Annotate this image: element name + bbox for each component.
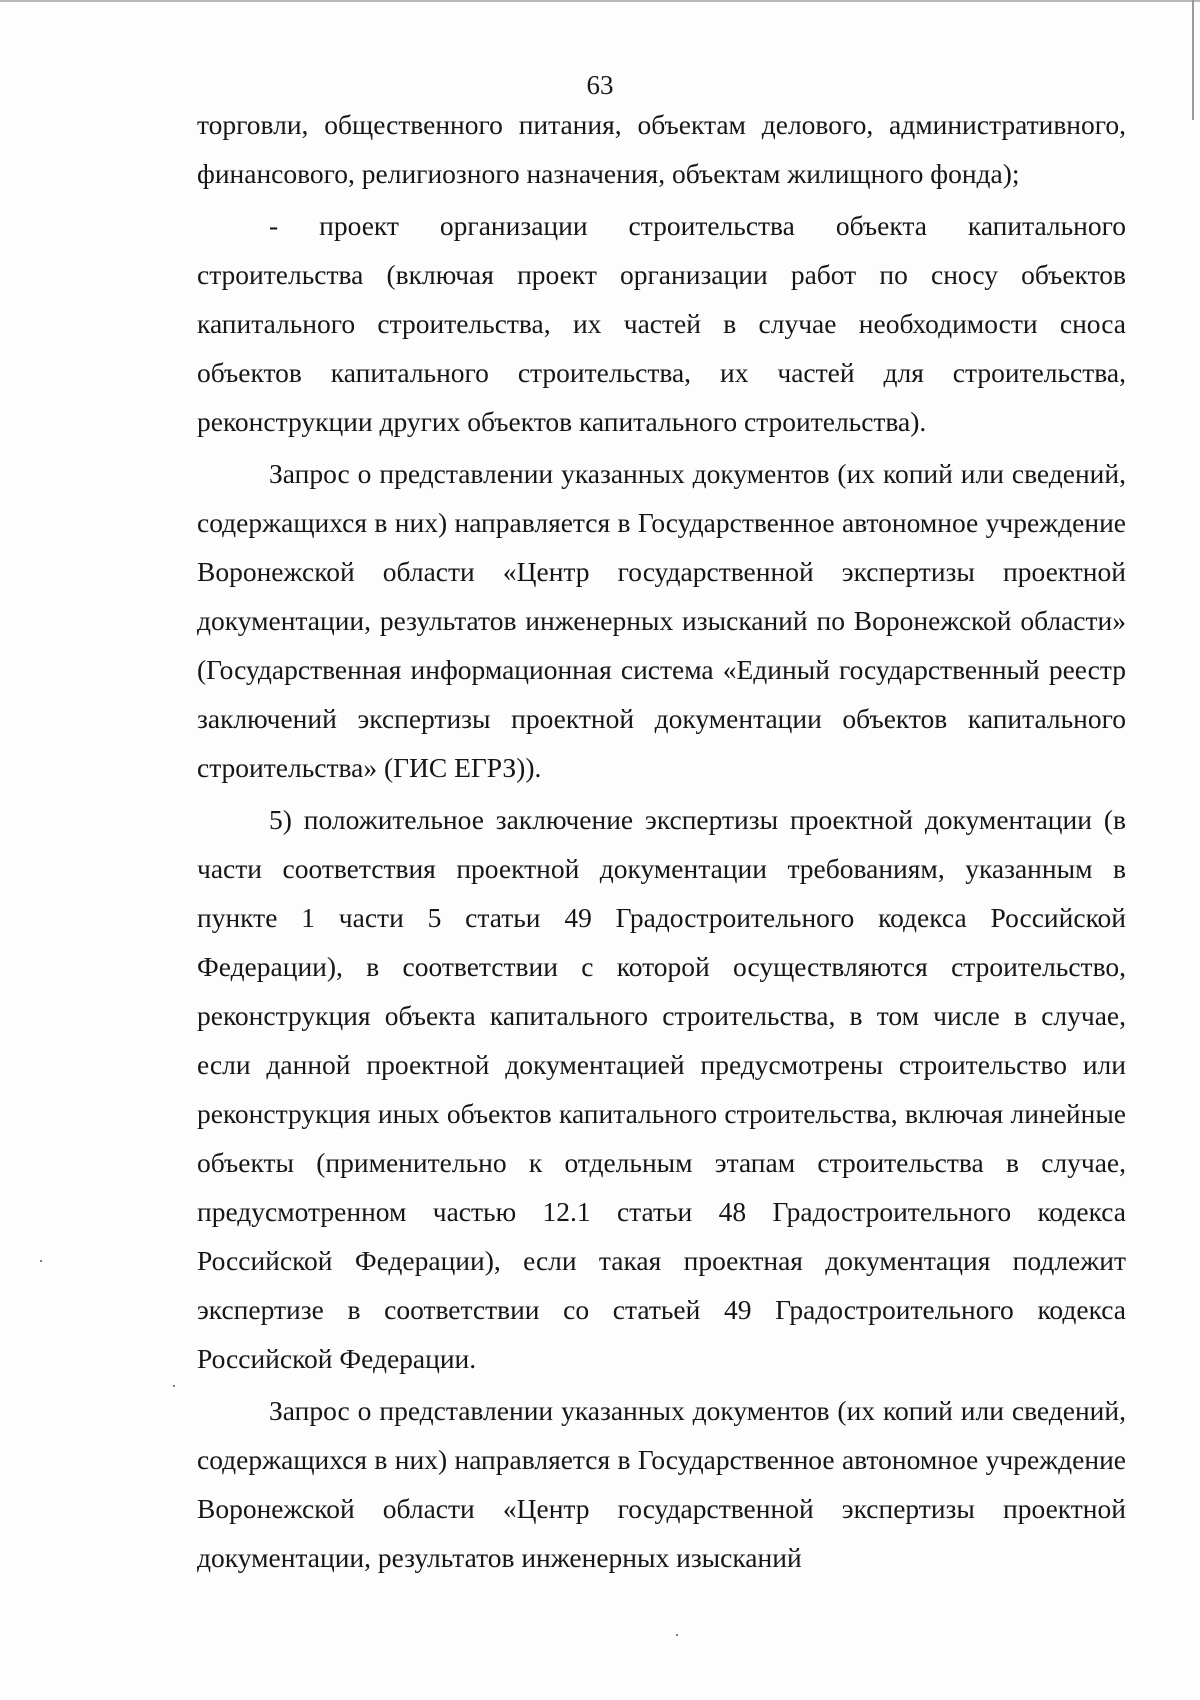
scan-speck	[676, 1634, 678, 1636]
paragraph-item-5: 5) положительное заключение экспертизы проектной документации (в части соответствия проектной документации требованиям, указанным в пункте 1 части 5 статьи 49 Градостроительного кодекса Российской Федерации), в соответствии с которой осуществляются строительство, реконструкция объекта капитального строительства, в том числе в случае, если данной проектной документацией предусмотрены строительство или реконструкция иных объектов капитального строительства, включая линейные объекты (применительно к отдельным этапам строительства в случае, предусмотренном частью 12.1 статьи 48 Градостроительного кодекса Российской Федерации), если такая проектная документация подлежит экспертизе в соответствии со статьей 49 Градостроительного кодекса Российской Федерации.	[197, 804, 1126, 1374]
page-number: 63	[586, 70, 614, 100]
paragraph-request-2: Запрос о представлении указанных документов (их копий или сведений, содержащихся в них) направляется в Государственное автономное учреждение Воронежской области «Центр государственной экспертизы проектной документации, результатов инженерных изысканий	[197, 1395, 1126, 1573]
scan-speck	[173, 1385, 175, 1387]
paragraph-request-1: Запрос о представлении указанных документов (их копий или сведений, содержащихся в них) направляется в Государственное автономное учреждение Воронежской области «Центр государственной экспертизы проектной документации, результатов инженерных изысканий по Воронежской области» (Государственная информационная система «Единый государственный реестр заключений экспертизы проектной документации объектов капитального строительства» (ГИС ЕГРЗ)).	[197, 458, 1126, 783]
document-body	[197, 100, 1126, 1582]
scan-edge-top	[0, 0, 1200, 2]
paragraph-list-item-project: - проект организации строительства объекта капитального строительства (включая проект организации работ по сносу объектов капитального строительства, их частей в случае необходимости сноса объектов капитального строительства, их частей для строительства, реконструкции других объектов капитального строительства).	[197, 210, 1126, 437]
scan-edge-right	[1192, 0, 1194, 120]
scan-speck	[40, 1260, 42, 1262]
paragraph-continuation: торговли, общественного питания, объектам делового, административного, финансового, религиозного назначения, объектам жилищного фонда);	[197, 109, 1126, 189]
